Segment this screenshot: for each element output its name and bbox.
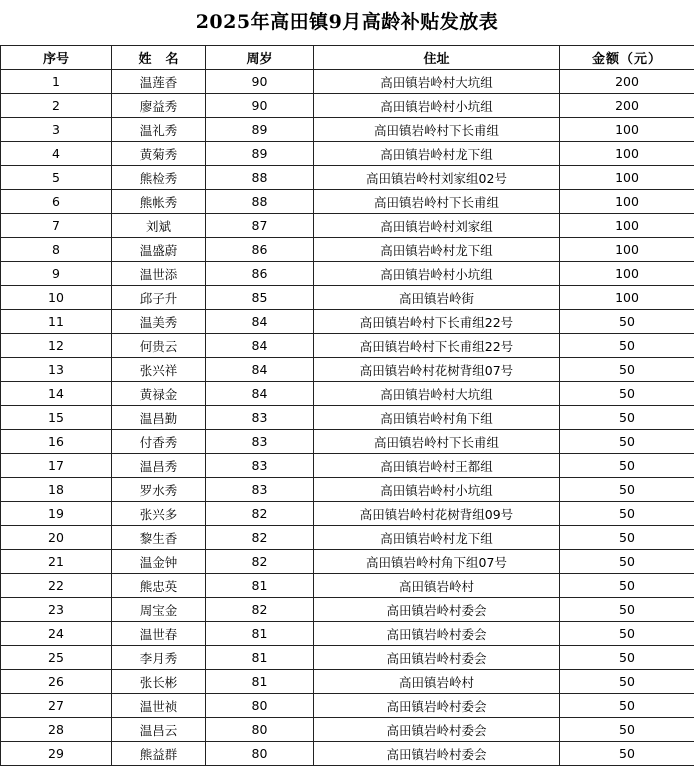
cell-address[interactable]: 高田镇岩岭村下长甫组 xyxy=(314,118,560,142)
table-row xyxy=(1,646,694,670)
cell-seq[interactable]: 21 xyxy=(1,550,112,574)
cell-age[interactable]: 82 xyxy=(206,502,314,526)
cell-amount[interactable]: 50 xyxy=(560,454,694,478)
cell-seq[interactable]: 18 xyxy=(1,478,112,502)
cell-age[interactable]: 84 xyxy=(206,358,314,382)
cell-name[interactable]: 熊检秀 xyxy=(112,166,206,190)
cell-amount[interactable]: 50 xyxy=(560,646,694,670)
cell-age[interactable]: 80 xyxy=(206,694,314,718)
cell-seq[interactable]: 25 xyxy=(1,646,112,670)
cell-seq[interactable]: 26 xyxy=(1,670,112,694)
cell-name[interactable]: 温世添 xyxy=(112,262,206,286)
cell-seq[interactable]: 22 xyxy=(1,574,112,598)
cell-amount[interactable]: 100 xyxy=(560,286,694,310)
cell-name[interactable]: 熊忠英 xyxy=(112,574,206,598)
cell-age[interactable]: 83 xyxy=(206,430,314,454)
cell-name[interactable]: 李月秀 xyxy=(112,646,206,670)
cell-seq[interactable]: 12 xyxy=(1,334,112,358)
cell-name[interactable]: 周宝金 xyxy=(112,598,206,622)
table-body xyxy=(1,70,694,766)
cell-address[interactable]: 高田镇岩岭村龙下组 xyxy=(314,142,560,166)
cell-amount[interactable]: 50 xyxy=(560,334,694,358)
cell-seq[interactable]: 1 xyxy=(1,70,112,94)
cell-address[interactable]: 高田镇岩岭村王都组 xyxy=(314,454,560,478)
cell-name[interactable]: 熊益群 xyxy=(112,742,206,766)
table-row xyxy=(1,214,694,238)
table-row xyxy=(1,406,694,430)
table-row xyxy=(1,382,694,406)
cell-address[interactable]: 高田镇岩岭村大坑组 xyxy=(314,382,560,406)
cell-address[interactable]: 高田镇岩岭街 xyxy=(314,286,560,310)
table-row xyxy=(1,142,694,166)
cell-age[interactable]: 81 xyxy=(206,574,314,598)
header-address[interactable]: 住址 xyxy=(314,46,560,70)
page-title: 2025年高田镇9月高龄补贴发放表 xyxy=(195,11,499,33)
table-row xyxy=(1,358,694,382)
cell-seq[interactable]: 5 xyxy=(1,166,112,190)
cell-amount[interactable]: 100 xyxy=(560,214,694,238)
table-row xyxy=(1,286,694,310)
cell-name[interactable]: 温金钟 xyxy=(112,550,206,574)
cell-name[interactable]: 熊帐秀 xyxy=(112,190,206,214)
cell-age[interactable]: 83 xyxy=(206,454,314,478)
cell-amount[interactable]: 50 xyxy=(560,718,694,742)
cell-address[interactable]: 高田镇岩岭村龙下组 xyxy=(314,238,560,262)
cell-address[interactable]: 高田镇岩岭村角下组 xyxy=(314,406,560,430)
table-row xyxy=(1,430,694,454)
cell-name[interactable]: 温昌勤 xyxy=(112,406,206,430)
cell-amount[interactable]: 50 xyxy=(560,478,694,502)
cell-age[interactable]: 82 xyxy=(206,598,314,622)
cell-address[interactable]: 高田镇岩岭村委会 xyxy=(314,622,560,646)
cell-amount[interactable]: 100 xyxy=(560,118,694,142)
cell-amount[interactable]: 50 xyxy=(560,622,694,646)
cell-seq[interactable]: 23 xyxy=(1,598,112,622)
table-row xyxy=(1,238,694,262)
cell-address[interactable]: 高田镇岩岭村大坑组 xyxy=(314,70,560,94)
cell-name[interactable]: 张长彬 xyxy=(112,670,206,694)
cell-name[interactable]: 温礼秀 xyxy=(112,118,206,142)
cell-address[interactable]: 高田镇岩岭村刘家组02号 xyxy=(314,166,560,190)
cell-age[interactable]: 85 xyxy=(206,286,314,310)
cell-address[interactable]: 高田镇岩岭村花树背组09号 xyxy=(314,502,560,526)
cell-seq[interactable]: 11 xyxy=(1,310,112,334)
cell-address[interactable]: 高田镇岩岭村花树背组07号 xyxy=(314,358,560,382)
table-row xyxy=(1,94,694,118)
cell-age[interactable]: 82 xyxy=(206,550,314,574)
cell-name[interactable]: 黎生香 xyxy=(112,526,206,550)
cell-address[interactable]: 高田镇岩岭村委会 xyxy=(314,742,560,766)
table-row xyxy=(1,502,694,526)
table-row xyxy=(1,574,694,598)
cell-age[interactable]: 80 xyxy=(206,718,314,742)
table-row xyxy=(1,622,694,646)
table-row xyxy=(1,670,694,694)
cell-address[interactable]: 高田镇岩岭村下长甫组 xyxy=(314,430,560,454)
cell-name[interactable]: 温世祯 xyxy=(112,694,206,718)
cell-name[interactable]: 温昌云 xyxy=(112,718,206,742)
cell-address[interactable]: 高田镇岩岭村委会 xyxy=(314,646,560,670)
cell-amount[interactable]: 50 xyxy=(560,670,694,694)
cell-name[interactable]: 张兴多 xyxy=(112,502,206,526)
cell-amount[interactable]: 50 xyxy=(560,406,694,430)
cell-amount[interactable]: 200 xyxy=(560,70,694,94)
cell-address[interactable]: 高田镇岩岭村龙下组 xyxy=(314,526,560,550)
cell-address[interactable]: 高田镇岩岭村角下组07号 xyxy=(314,550,560,574)
cell-amount[interactable]: 50 xyxy=(560,502,694,526)
cell-name[interactable]: 付香秀 xyxy=(112,430,206,454)
subsidy-table xyxy=(0,45,694,766)
cell-age[interactable]: 89 xyxy=(206,118,314,142)
cell-seq[interactable]: 16 xyxy=(1,430,112,454)
cell-amount[interactable]: 50 xyxy=(560,430,694,454)
cell-name[interactable]: 温莲香 xyxy=(112,70,206,94)
cell-amount[interactable]: 50 xyxy=(560,742,694,766)
cell-seq[interactable]: 20 xyxy=(1,526,112,550)
cell-seq[interactable]: 6 xyxy=(1,190,112,214)
table-row xyxy=(1,334,694,358)
cell-age[interactable]: 84 xyxy=(206,334,314,358)
cell-seq[interactable]: 19 xyxy=(1,502,112,526)
table-row xyxy=(1,550,694,574)
cell-age[interactable]: 81 xyxy=(206,646,314,670)
cell-address[interactable]: 高田镇岩岭村委会 xyxy=(314,694,560,718)
cell-age[interactable]: 86 xyxy=(206,262,314,286)
cell-age[interactable]: 90 xyxy=(206,70,314,94)
cell-name[interactable]: 廖益秀 xyxy=(112,94,206,118)
cell-name[interactable]: 温昌秀 xyxy=(112,454,206,478)
cell-seq[interactable]: 2 xyxy=(1,94,112,118)
cell-address[interactable]: 高田镇岩岭村下长甫组22号 xyxy=(314,310,560,334)
cell-amount[interactable]: 50 xyxy=(560,358,694,382)
cell-address[interactable]: 高田镇岩岭村刘家组 xyxy=(314,214,560,238)
cell-amount[interactable]: 50 xyxy=(560,694,694,718)
cell-address[interactable]: 高田镇岩岭村 xyxy=(314,670,560,694)
table-row xyxy=(1,262,694,286)
cell-amount[interactable]: 100 xyxy=(560,166,694,190)
cell-name[interactable]: 温美秀 xyxy=(112,310,206,334)
cell-age[interactable]: 83 xyxy=(206,406,314,430)
cell-age[interactable]: 82 xyxy=(206,526,314,550)
cell-age[interactable]: 84 xyxy=(206,310,314,334)
cell-amount[interactable]: 50 xyxy=(560,550,694,574)
cell-amount[interactable]: 50 xyxy=(560,574,694,598)
cell-seq[interactable]: 14 xyxy=(1,382,112,406)
table-row xyxy=(1,310,694,334)
cell-amount[interactable]: 100 xyxy=(560,262,694,286)
cell-age[interactable]: 81 xyxy=(206,622,314,646)
table-row xyxy=(1,454,694,478)
cell-amount[interactable]: 50 xyxy=(560,310,694,334)
cell-seq[interactable]: 13 xyxy=(1,358,112,382)
cell-name[interactable]: 罗水秀 xyxy=(112,478,206,502)
table-row xyxy=(1,478,694,502)
cell-age[interactable]: 80 xyxy=(206,742,314,766)
cell-seq[interactable]: 9 xyxy=(1,262,112,286)
table-row xyxy=(1,742,694,766)
cell-age[interactable]: 86 xyxy=(206,238,314,262)
cell-amount[interactable]: 50 xyxy=(560,598,694,622)
cell-amount[interactable]: 50 xyxy=(560,382,694,406)
cell-age[interactable]: 89 xyxy=(206,142,314,166)
cell-address[interactable]: 高田镇岩岭村小坑组 xyxy=(314,94,560,118)
cell-age[interactable]: 88 xyxy=(206,166,314,190)
table-row xyxy=(1,118,694,142)
cell-name[interactable]: 黄禄金 xyxy=(112,382,206,406)
cell-seq[interactable]: 17 xyxy=(1,454,112,478)
cell-name[interactable]: 刘斌 xyxy=(112,214,206,238)
cell-name[interactable]: 张兴祥 xyxy=(112,358,206,382)
table-row xyxy=(1,526,694,550)
cell-seq[interactable]: 3 xyxy=(1,118,112,142)
cell-address[interactable]: 高田镇岩岭村委会 xyxy=(314,718,560,742)
header-seq[interactable]: 序号 xyxy=(1,46,112,70)
cell-seq[interactable]: 8 xyxy=(1,238,112,262)
cell-address[interactable]: 高田镇岩岭村下长甫组22号 xyxy=(314,334,560,358)
cell-amount[interactable]: 200 xyxy=(560,94,694,118)
cell-name[interactable]: 何贵云 xyxy=(112,334,206,358)
cell-address[interactable]: 高田镇岩岭村小坑组 xyxy=(314,478,560,502)
cell-amount[interactable]: 100 xyxy=(560,190,694,214)
cell-seq[interactable]: 28 xyxy=(1,718,112,742)
cell-seq[interactable]: 10 xyxy=(1,286,112,310)
cell-seq[interactable]: 27 xyxy=(1,694,112,718)
cell-address[interactable]: 高田镇岩岭村 xyxy=(314,574,560,598)
cell-seq[interactable]: 4 xyxy=(1,142,112,166)
cell-age[interactable]: 84 xyxy=(206,382,314,406)
header-row xyxy=(1,46,694,70)
cell-age[interactable]: 81 xyxy=(206,670,314,694)
cell-name[interactable]: 温世春 xyxy=(112,622,206,646)
header-age[interactable]: 周岁 xyxy=(206,46,314,70)
table-row xyxy=(1,166,694,190)
cell-amount[interactable]: 100 xyxy=(560,142,694,166)
cell-name[interactable]: 温盛蔚 xyxy=(112,238,206,262)
table-row xyxy=(1,718,694,742)
cell-amount[interactable]: 100 xyxy=(560,238,694,262)
cell-seq[interactable]: 7 xyxy=(1,214,112,238)
table-row xyxy=(1,694,694,718)
cell-seq[interactable]: 29 xyxy=(1,742,112,766)
table-row xyxy=(1,190,694,214)
cell-seq[interactable]: 24 xyxy=(1,622,112,646)
header-name[interactable]: 姓名 xyxy=(112,46,206,70)
table-row xyxy=(1,598,694,622)
cell-address[interactable]: 高田镇岩岭村委会 xyxy=(314,598,560,622)
cell-age[interactable]: 90 xyxy=(206,94,314,118)
cell-amount[interactable]: 50 xyxy=(560,526,694,550)
cell-address[interactable]: 高田镇岩岭村下长甫组 xyxy=(314,190,560,214)
cell-age[interactable]: 83 xyxy=(206,478,314,502)
cell-name[interactable]: 邱子升 xyxy=(112,286,206,310)
header-amount[interactable]: 金额（元） xyxy=(560,46,694,70)
cell-name[interactable]: 黄菊秀 xyxy=(112,142,206,166)
cell-address[interactable]: 高田镇岩岭村小坑组 xyxy=(314,262,560,286)
cell-age[interactable]: 88 xyxy=(206,190,314,214)
cell-seq[interactable]: 15 xyxy=(1,406,112,430)
cell-age[interactable]: 87 xyxy=(206,214,314,238)
table-row xyxy=(1,70,694,94)
